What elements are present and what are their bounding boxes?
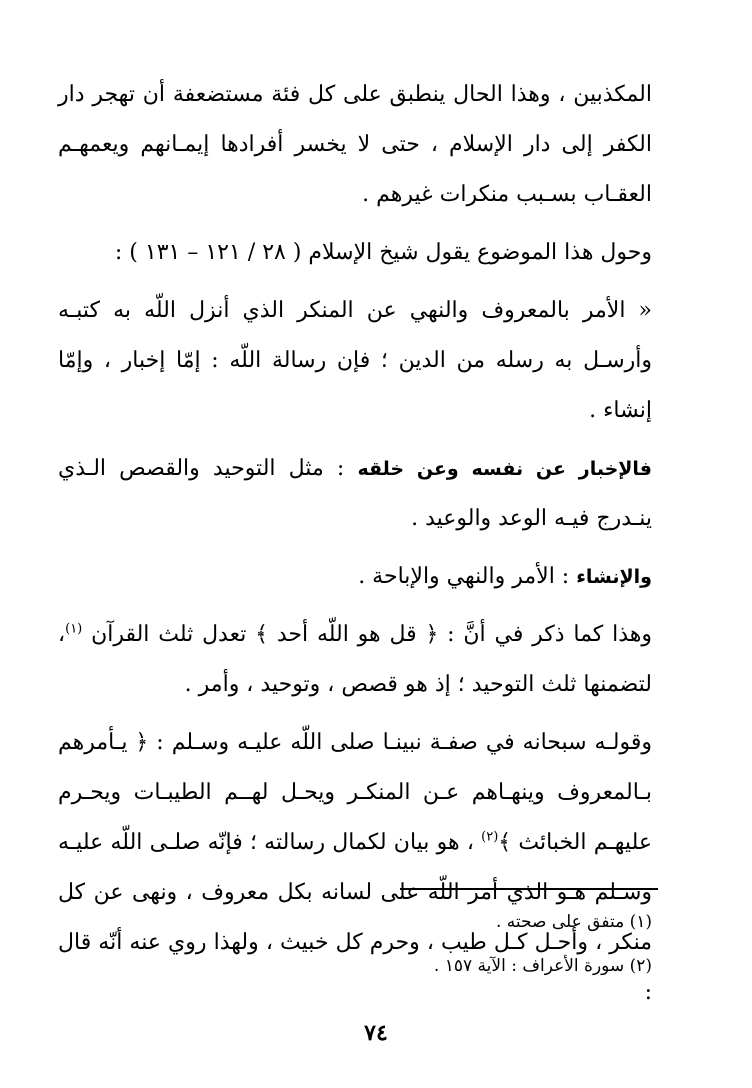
footnote-ref-2[interactable]: (٢) bbox=[481, 829, 499, 845]
footnote-2: (٢) سورة الأعراف : الآية ١٥٧ . bbox=[433, 956, 652, 976]
footnotes bbox=[100, 900, 652, 988]
paragraph-4 bbox=[58, 444, 652, 544]
paragraph-7-text-a: وقولـه سبحانه في صفـة نبينـا صلى اللّه عليـه وسـلم : ﴿ يـأمرهم بـالمعروف وينهـاهم عـن المنكـر ويحـل لهــم الطيبـات ويحـرم عليهـم الخبائث ﴾ bbox=[58, 730, 652, 855]
paragraph-6-text-b: ، لتضمنها ثلث التوحيد ؛ إذ هو قصص ، وتوحيد ، وأمر . bbox=[58, 622, 652, 697]
paragraph-5-text: : الأمر والنهي والإباحة . bbox=[358, 564, 577, 589]
paragraph-6 bbox=[58, 610, 652, 710]
bold-term-ikhbar: فالإخبار عن نفسه وعن خلقه bbox=[357, 458, 653, 480]
bold-term-insha: والإنشاء bbox=[576, 566, 652, 588]
paragraph-1: المكذبين ، وهذا الحال ينطبق على كل فئة مستضعفة أن تهجر دار الكفر إلى دار الإسلام ، حتى لا يخسر أفرادها إيمـانهم ويعمهـم العقـاب بسـبب منكرات غيرهم . bbox=[58, 82, 652, 207]
footnote-ref-1[interactable]: (١) bbox=[65, 621, 83, 637]
footnote-1: (١) متفق على صحته . bbox=[495, 912, 652, 932]
footnote-divider bbox=[400, 888, 658, 890]
paragraph-4-text: : مثل التوحيد والقصص الـذي ينـدرج فيـه الوعد والوعيد . bbox=[58, 456, 652, 531]
paragraph-2: وحول هذا الموضوع يقول شيخ الإسلام ( ٢٨ / ١٢١ – ١٣١ ) : bbox=[114, 240, 652, 265]
paragraph-3: « الأمر بالمعروف والنهي عن المنكر الذي أنزل اللّه به كتبـه وأرسـل به رسله من الدين ؛ فإن رسالة اللّه : إمّا إخبار ، وإمّا إنشاء . bbox=[58, 298, 652, 423]
page-number: ٧٤ bbox=[364, 1020, 388, 1046]
main-text bbox=[58, 70, 652, 1018]
paragraph-7-text-b: ، هو بيان لكمال رسالته ؛ فإنّه صلـى اللّه عليـه وسـلم هـو الذي أمر اللّه على لسانه بكل معروف ، ونهى عن كل منكر ، وأحـل كـل طيب ، وحرم كل خبيث ، ولهذا روي عنه أنّه قال : bbox=[58, 830, 652, 1005]
paragraph-5 bbox=[58, 552, 652, 602]
paragraph-6-text-a: وهذا كما ذكر في أنَّ : ﴿ قل هو اللّه أحد ﴾ تعدل ثلث القرآن bbox=[82, 622, 652, 647]
